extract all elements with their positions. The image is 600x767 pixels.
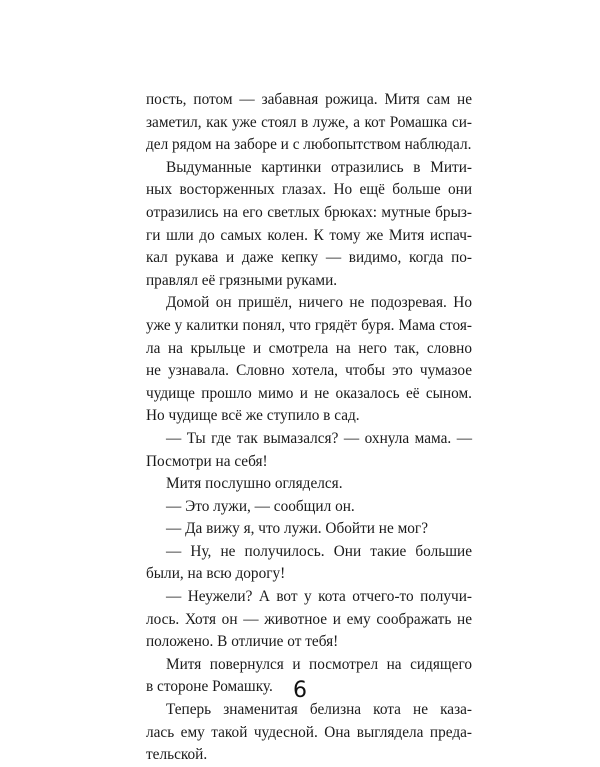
- paragraph: [146, 428, 472, 473]
- text-line: ла на крыльце и смотрела на него так, словно: [146, 339, 472, 357]
- text-line: — Это лужи, — сообщил он.: [166, 497, 355, 515]
- text-line: Теперь знаменитая белизна кота не каза-: [166, 701, 472, 719]
- text-line: Выдуманные картинки отразились в Мити-: [166, 158, 472, 176]
- text-line: Митя повернулся и посмотрел на сидящего: [166, 655, 472, 673]
- text-line: — Да вижу я, что лужи. Обойти не мог?: [166, 520, 428, 538]
- text-line: уже у калитки понял, что грядёт буря. Мама стоя-: [146, 316, 472, 334]
- text-line: кал рукава и даже кепку — видимо, когда по-: [146, 249, 472, 267]
- text-line: Посмотри на себя!: [146, 452, 268, 470]
- text-line: — Ты где так вымазался? — охнула мама. —: [166, 429, 472, 447]
- text-line: положено. В отличие от тебя!: [146, 633, 339, 651]
- text-line: — Неужели? А вот у кота отчего-то получи-: [166, 588, 472, 606]
- text-line: правлял её грязными руками.: [146, 271, 338, 289]
- paragraph: [146, 496, 472, 519]
- text-line: пость, потом — забавная рожица. Митя сам не: [146, 91, 472, 108]
- paragraph: [146, 292, 472, 428]
- paragraph: [146, 699, 472, 767]
- text-line: — Ну, не получилось. Они такие большие: [166, 542, 472, 560]
- paragraph: [146, 157, 472, 293]
- text-line: отразились на его светлых брюках: мутные брыз-: [146, 203, 472, 221]
- page-number: 6: [293, 678, 307, 703]
- text-line: Митя послушно огляделся.: [166, 475, 343, 493]
- text-line: лось. Хотя он — животное и ему соображать не: [146, 610, 472, 628]
- body-text: [146, 89, 472, 767]
- text-line: ных восторженных глазах. Но ещё больше они: [146, 181, 472, 199]
- text-line: заметил, как уже стоял в луже, а кот Ромашка си-: [146, 113, 472, 131]
- paragraph: [146, 89, 472, 157]
- paragraph: [146, 518, 472, 541]
- text-line: дел рядом на заборе и с любопытством наблюдал.: [146, 136, 472, 154]
- text-line: тельской.: [146, 746, 208, 764]
- paragraph: [146, 541, 472, 586]
- text-line: лась ему такой чудесной. Она выглядела преда-: [146, 723, 472, 741]
- text-line: не узнавала. Словно хотела, чтобы это чумазое: [146, 362, 472, 380]
- text-line: Домой он пришёл, ничего не подозревая. Но: [166, 294, 472, 312]
- text-line: ги шли до самых колен. К тому же Митя испач-: [146, 226, 472, 244]
- paragraph: [146, 473, 472, 496]
- text-line: были, на всю дорогу!: [146, 565, 286, 583]
- paragraph: [146, 586, 472, 654]
- text-line: чудище прошло мимо и не оказалось её сыном.: [146, 384, 472, 402]
- text-line: Но чудище всё же ступило в сад.: [146, 407, 360, 425]
- text-line: в стороне Ромашку.: [146, 678, 273, 696]
